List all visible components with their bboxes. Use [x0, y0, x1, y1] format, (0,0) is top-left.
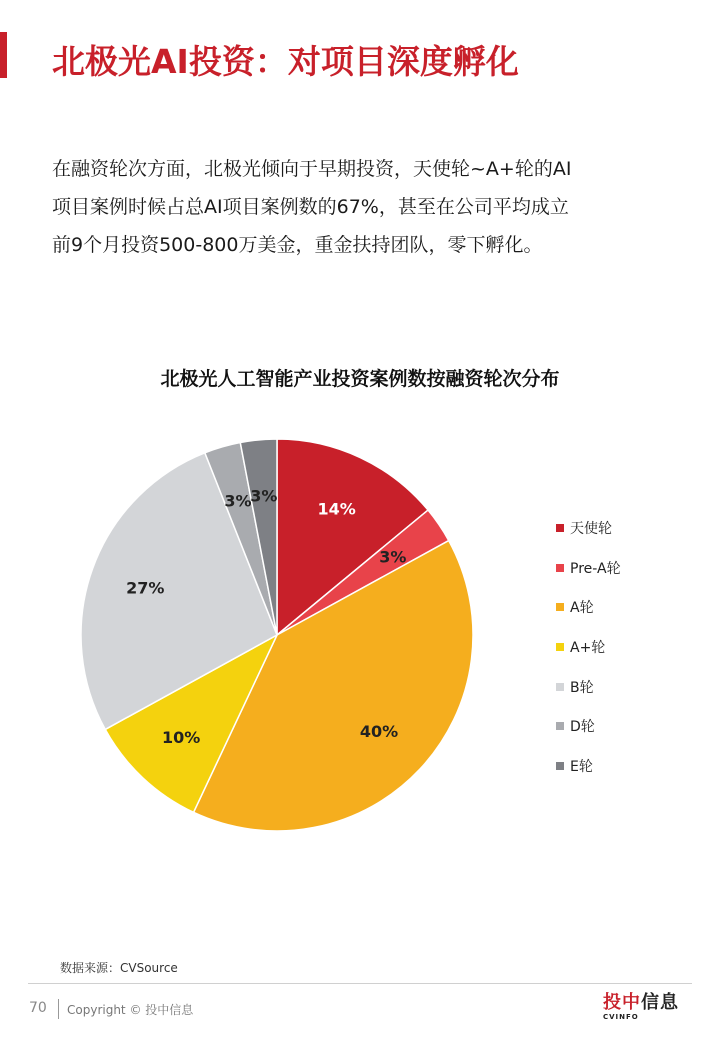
legend-label: 天使轮 [570, 520, 612, 537]
legend-item [556, 627, 621, 667]
intro-line: 在融资轮次方面，北极光倾向于早期投资，天使轮~A+轮的AI [52, 158, 572, 180]
pie-slice-label-5: 3% [224, 491, 252, 511]
pie-slice-label-4: 27% [126, 578, 165, 598]
pie-slice-label-1: 3% [379, 547, 407, 567]
pie-slice-label-6: 3% [250, 486, 278, 506]
legend-item [556, 587, 621, 627]
copyright-text: Copyright © 投中信息 [67, 1003, 194, 1017]
intro-line: 项目案例时候占总AI项目案例数的67%，甚至在公司平均成立 [52, 196, 569, 218]
legend-swatch [556, 524, 564, 532]
chart-legend [556, 508, 621, 786]
page-number: 70 [29, 1000, 47, 1016]
legend-item [556, 508, 621, 548]
footer-separator [58, 999, 59, 1019]
cvinfo-logo [603, 993, 685, 1021]
legend-label: D轮 [570, 719, 595, 736]
intro-line: 前9个月投资500-800万美金，重金扶持团队，零下孵化。 [52, 234, 543, 256]
legend-label: Pre-A轮 [570, 560, 621, 577]
pie-slice-label-2: 40% [359, 721, 399, 741]
legend-item [556, 706, 621, 746]
logo-text-red: 投中 [603, 992, 641, 1013]
legend-swatch [556, 603, 564, 611]
legend-label: E轮 [570, 758, 593, 775]
pie-slice-label-0: 14% [317, 499, 356, 519]
legend-swatch [556, 683, 564, 691]
legend-swatch [556, 762, 564, 770]
footer-divider [28, 983, 692, 984]
logo-subtext: CVINFO [603, 1013, 639, 1021]
page-title: 北极光AI投资：对项目深度孵化 [52, 42, 519, 81]
legend-label: B轮 [570, 679, 594, 696]
legend-label: A+轮 [570, 639, 606, 656]
chart-title: 北极光人工智能产业投资案例数按融资轮次分布 [160, 368, 560, 390]
data-source-note: 数据来源：CVSource [60, 961, 178, 975]
legend-swatch [556, 643, 564, 651]
legend-item [556, 667, 621, 707]
legend-item [556, 548, 621, 588]
pie-slice-label-3: 10% [162, 728, 201, 748]
legend-swatch [556, 564, 564, 572]
legend-swatch [556, 722, 564, 730]
logo-text-dark: 信息 [641, 992, 679, 1013]
legend-item [556, 746, 621, 786]
legend-label: A轮 [570, 600, 594, 617]
